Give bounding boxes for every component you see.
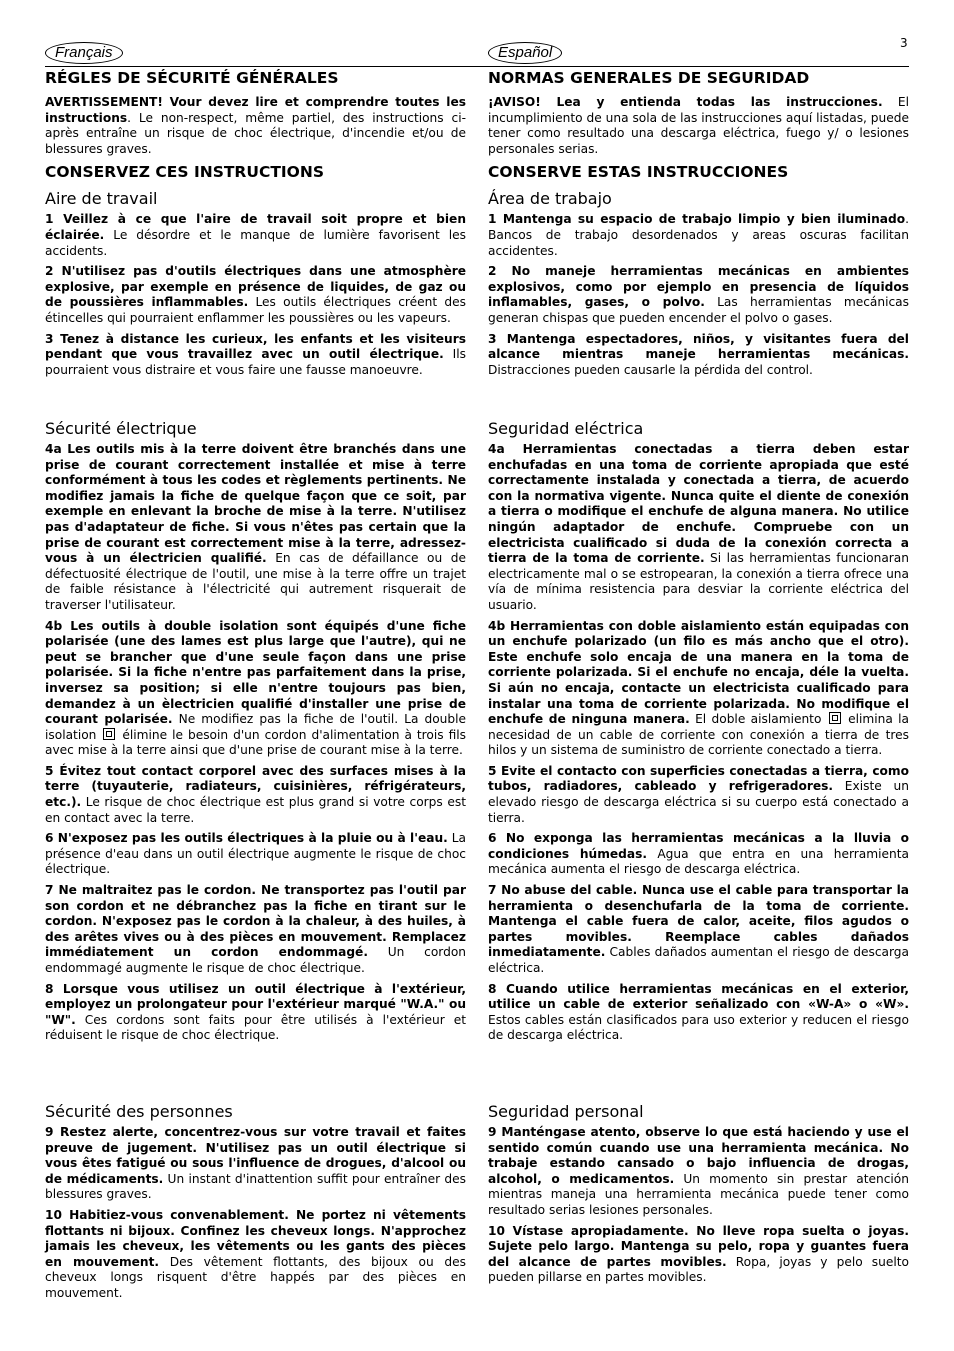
personal-safety-heading: Sécurité des personnes	[45, 1102, 233, 1121]
safety-item-8: 8 Lorsque vous utilisez un outil électrique à l'extérieur, employez un prolongateur pour l'extérieur marqué "W.A." ou "W". Ces cordons sont faits pour être utilisés à l'extérieur et réduisent le risque de choc électrique.	[45, 981, 466, 1043]
warning-paragraph: AVERTISSEMENT! Vour devez lire et comprendre toutes les instructions. Le non-respect, même partiel, des instructions ci-après entraîne un risque de choc électrique, d'incendie et/ou de blessures graves.	[45, 95, 466, 156]
safety-item-2: 2 No maneje herramientas mecánicas en ambientes explosivos, como por ejemplo en presencia de líquidos inflamables, gases, o polvo. Las herramientas mecánicas generan chispas que pueden encender el polvo o gases.	[488, 264, 909, 325]
language-badge-french: Français	[45, 42, 123, 64]
general-rules-heading: NORMAS GENERALES DE SEGURIDAD	[488, 69, 810, 87]
safety-item-10: 10 Vístase apropiadamente. No lleve ropa suelta o joyas. Sujete pelo largo. Mantenga su pelo, ropa y guantes fuera del alcance de partes movibles. Ropa, joyas y pelo suelto pueden pillarse en partes movibles.	[488, 1223, 909, 1285]
safety-item-2: 2 N'utilisez pas d'outils électriques dans une atmosphère explosive, par exemple en présence de liquides, de gaz ou de poussières inflammables. Les outils électriques créent des étincelles qui pourraient enflammer les poussières ou les vapeurs.	[45, 264, 466, 325]
safety-item-7: 7 Ne maltraitez pas le cordon. Ne transportez pas l'outil par son cordon et ne débranchez pas la fiche en tirant sur le cordon. N'exposez pas le cordon à la chaleur, à des huiles, à des arêtes vives ou à des pièces en mouvement. Remplacez immédiatement un cordon endommagé. Un cordon endommagé augmente le risque de choc électrique.	[45, 883, 466, 975]
electrical-safety-section	[45, 419, 466, 1049]
safety-item-3: 3 Mantenga espectadores, niños, y visitantes fuera del alcance mientras maneje herramientas mecánicas. Distracciones pueden causarle la pérdida del control.	[488, 331, 909, 377]
personal-safety-section	[488, 1102, 909, 1291]
safety-item-9: 9 Restez alerte, concentrez-vous sur votre travail et faites preuve de jugement. N'utilisez pas un outil électrique si vous êtes fatigué ou sous l'influence de drogues, d'alcool ou de médicaments. Un instant d'inattention suffit pour entraîner des blessures graves.	[45, 1125, 467, 1202]
safety-item-4b: 4b Les outils à double isolation sont équipés d'une fiche polarisée (une des lames est plus large que l'autre), qui ne peut se brancher que d'une seule façon dans une prise polarisée. Si la fiche n'entre pas parfaitement dans la prise, inversez sa position; si elle n'entre toujours pas bien, demandez à un èlectricien qualifié d'installer une prise de courant polarisée. Ne modifiez pas la fiche de l'outil. La double isolation élimine le besoin d'un cordon d'alimentation à trois fils avec mise à la terre ainsi que d'une prise de courant mise à la terre.	[45, 618, 467, 758]
warning-paragraph: ¡AVISO! Lea y entienda todas las instrucciones. El incumplimiento de una sola de las instrucciones aquí listadas, puede tener como resultado una descarga eléctrica, fuego y/ o lesiones personales serias.	[488, 95, 909, 156]
safety-item-9: 9 Manténgase atento, observe lo que está haciendo y use el sentido común cuando use una herramienta mecánica. No trabaje estando cansado o bajo influencia de drogas, alcohol, o medicamentos. Un momento sin prestar atención mientras maneja una herramienta mecánica puede tener como resultado serias lesiones personales.	[488, 1125, 909, 1217]
header-rule	[45, 66, 909, 67]
safety-item-4b: 4b Herramientas con doble aislamiento están equipadas con un enchufe polarizado (un filo es más ancho que el otro). Este enchufe solo encaja de una manera en la toma de corriente polarizada. Si el enchufe no encaja, déle la vuelta. Si aún no encaja, contacte un electricista cualificado para instalar una toma de corriente polarizada. No modifique el enchufe de ninguna manera. El doble aislamiento elimina la necesidad de un cable de corriente con conexión a tierra de tres hilos y un sistema de suministro de corriente conectado a tierra.	[488, 618, 910, 758]
keep-instructions-heading: CONSERVE ESTAS INSTRUCCIONES	[488, 163, 789, 182]
electrical-safety-section	[488, 419, 909, 1049]
electrical-safety-heading: Seguridad eléctrica	[488, 419, 644, 438]
double-insulation-icon	[103, 728, 115, 740]
language-badge-spanish: Español	[488, 42, 562, 64]
personal-safety-section	[45, 1102, 466, 1307]
safety-item-4a: 4a Les outils mis à la terre doivent être branchés dans une prise de courant correctement installée et mise à terre conformément à tous les codes et règlements pertinents. Ne modifiez jamais la fiche de quelque façon que ce soit, par exemple en enlevant la broche de mise à la terre. N'utilisez pas d'adaptateur de fiche. Si vous n'êtes pas certain que la prise de courant est correctement mise à la terre, adressez-vous à un électricien qualifié. En cas de défaillance ou de défectuosité électrique de l'outil, une mise à la terre offre un trajet de faible résistance à l'électricité qui autrement risquerait de traverser l'utilisateur.	[45, 442, 467, 612]
safety-item-1: 1 Mantenga su espacio de trabajo limpio y bien iluminado. Bancos de trabajo desordenados y areas oscuras facilitan accidentes.	[488, 212, 909, 258]
safety-item-6: 6 N'exposez pas les outils électriques à la pluie ou à l'eau. La présence d'eau dans un outil électrique augmente le risque de choc électrique.	[45, 831, 466, 877]
safety-item-3: 3 Tenez à distance les curieux, les enfants et les visiteurs pendant que vous travaillez avec un outil électrique. Ils pourraient vous distraire et vous faire une fausse manoeuvre.	[45, 331, 466, 377]
personal-safety-heading: Seguridad personal	[488, 1102, 644, 1121]
safety-item-10: 10 Habitiez-vous convenablement. Ne portez ni vêtements flottants ni bijoux. Confinez les cheveux longs. N'approchez jamais les cheveux, les vêtements ou les gants des pièces en mouvement. Des vêtement flottants, des bijoux ou des cheveux longs risquent d'être happés par des pièces en mouvement.	[45, 1207, 466, 1300]
safety-item-1: 1 Veillez à ce que l'aire de travail soit propre et bien éclairée. Le désordre et le manque de lumière favorisent les accidents.	[45, 212, 466, 258]
safety-item-8: 8 Cuando utilice herramientas mecánicas en el exterior, utilice un cable de exterior señalizado con «W-A» o «W». Estos cables están clasificados para uso exterior y reducen el riesgo de descarga eléctrica.	[488, 981, 909, 1043]
work-area-heading: Aire de travail	[45, 189, 158, 209]
safety-item-4a: 4a Herramientas conectadas a tierra deben estar enchufadas en una toma de corriente apropiada que esté correctamente instalada y conectada a tierra, de acuerdo con la normativa vigente. Nunca quite el diente de conexión a tierra o modifique el enchufe de alguna manera. No utilice ningún adaptador de enchufe. Compruebe con un electricista cualificado si duda de la conexión correcta a tierra de la toma de corriente. Si las herramientas funcionaran electricamente mal o se estropearan, la conexión a tierra ofrece una vía de mínima resistencia para desviar la corriente eléctrica del usuario.	[488, 442, 909, 612]
general-rules-section	[488, 68, 909, 383]
safety-item-6: 6 No exponga las herramientas mecánicas a la lluvia o condiciones húmedas. Agua que entra en una herramienta mecánica aumenta el riesgo de descarga eléctrica.	[488, 831, 909, 877]
safety-item-7: 7 No abuse del cable. Nunca use el cable para transportar la herramienta o desenchufarla de la toma de corriente. Mantenga el cable fuera de calor, aceite, filos agudos o partes movibles. Reemplace cables dañados inmediatamente. Cables dañados aumentan el riesgo de descarga eléctrica.	[488, 883, 909, 975]
general-rules-section	[45, 68, 466, 383]
work-area-heading: Área de trabajo	[488, 189, 612, 209]
electrical-safety-heading: Sécurité électrique	[45, 419, 197, 438]
safety-item-5: 5 Evite el contacto con superficies conectadas a tierra, como tubos, radiadores, cableado y refrigeradores. Existe un elevado riesgo de descarga eléctrica si su cuerpo está conectado a tierra.	[488, 763, 909, 825]
safety-item-5: 5 Évitez tout contact corporel avec des surfaces mises à la terre (tuyauterie, radiateurs, cuisinières, réfrigérateurs, etc.). Le risque de choc électrique est plus grand si votre corps est en contact avec la terre.	[45, 763, 466, 825]
double-insulation-icon	[829, 712, 841, 724]
general-rules-heading: RÉGLES DE SÉCURITÉ GÉNÉRALES	[45, 69, 339, 87]
keep-instructions-heading: CONSERVEZ CES INSTRUCTIONS	[45, 163, 324, 182]
page-number: 3	[900, 36, 908, 50]
